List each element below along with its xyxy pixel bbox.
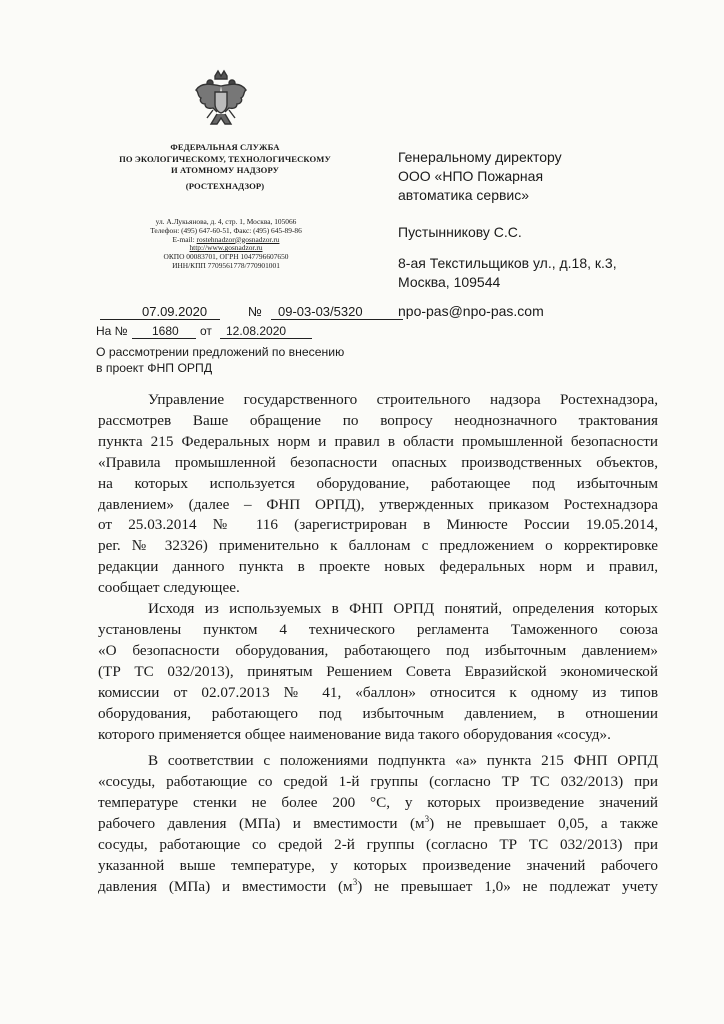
- body-line: указанной выше температуре, у которых произведение значений рабочего: [98, 856, 658, 874]
- reference-date: 12.08.2020: [226, 324, 287, 338]
- agency-email-link[interactable]: rostehnadzor@gosnadzor.ru: [196, 234, 280, 244]
- body-line: сосуды, работающие со средой 2-й группы (согласно ТР ТС 032/2013) при: [98, 836, 658, 854]
- agency-website-link[interactable]: http://www.gosnadzor.ru: [189, 243, 263, 253]
- coat-of-arms-icon: [193, 68, 249, 132]
- body-line: «сосуды, работающие со средой 1-й группы (согласно ТР ТС 032/2013) при: [98, 773, 658, 791]
- body-line: рассмотрев Ваше обращение по вопросу неоднозначного трактования: [98, 411, 658, 429]
- agency-line: И АТОМНОМУ НАДЗОРУ: [170, 165, 279, 175]
- body-line: оборудования, работающего под избыточным давлением, в отношении: [98, 704, 658, 722]
- body-line: давлением» (далее – ФНП ОРПД), утвержденных приказом Ростехнадзора: [98, 495, 658, 513]
- recipient-block: [398, 148, 698, 321]
- agency-title: [100, 142, 350, 192]
- number-sign: №: [248, 304, 262, 319]
- recipient-position: Генеральному директору: [398, 149, 562, 165]
- subject-line: О рассмотрении предложений по внесению: [96, 345, 345, 359]
- agency-inn-kpp: ИНН/КПП 7709561778/770901001: [172, 260, 280, 270]
- body-line: [98, 877, 658, 898]
- body-line: редакции данного пункта в проекте новых федеральных норм и правил,: [98, 558, 658, 576]
- email-label: E-mail:: [172, 234, 195, 244]
- body-line: Исходя из используемых в ФНП ОРПД понятий, определения которых: [148, 600, 658, 618]
- registration-number: 09-03-03/5320: [278, 304, 363, 319]
- body-line: Управление государственного строительного надзора Ростехнадзора,: [148, 391, 658, 408]
- recipient-company: ООО «НПО Пожарная: [398, 168, 544, 184]
- agency-phone-fax: Телефон: (495) 647-60-51, Факс: (495) 645-89-86: [150, 225, 302, 235]
- recipient-address: 8-ая Текстильщиков ул., д.18, к.3,: [398, 255, 617, 271]
- registration-row: [96, 303, 406, 321]
- body-line: температуре стенки не более 200 °С, у которых произведение значений: [98, 794, 658, 812]
- recipient-name: Пустынникову С.С.: [398, 224, 522, 240]
- body-line: [98, 814, 658, 835]
- recipient-company-cont: автоматика сервис»: [398, 187, 530, 203]
- body-line: установлены пунктом 4 технического регламента Таможенного союза: [98, 620, 658, 638]
- agency-line: (РОСТЕХНАДЗОР): [185, 180, 265, 191]
- superscript: 3: [352, 876, 358, 887]
- agency-contacts: [108, 218, 344, 271]
- body-line: от 25.03.2014 № 116 (зарегистрирован в Минюсте России 19.05.2014,: [98, 516, 658, 534]
- body-fragment: рабочего давления (МПа) и вместимости (м: [98, 815, 425, 833]
- body-line: которого применяется общее наименование вида такого оборудования «сосуд».: [98, 725, 611, 743]
- reference-row: [96, 323, 356, 340]
- body-line: В соответствии с положениями подпункта «а» пункта 215 ФНП ОРПД: [148, 752, 658, 770]
- body-line: на которых используется оборудование, работающее под избыточным: [98, 474, 658, 492]
- agency-line: ФЕДЕРАЛЬНАЯ СЛУЖБА: [170, 142, 280, 152]
- body-line: рег. № 32326) применительно к баллонам с предложением о корректировке: [98, 537, 658, 555]
- body-fragment: давления (МПа) и вместимости (м: [98, 877, 353, 895]
- body-line: комиссии от 02.07.2013 № 41, «баллон» относится к одному из типов: [98, 683, 658, 701]
- letter-body: [98, 390, 658, 898]
- body-line: «О безопасности оборудования, работающего под избыточным давлением»: [98, 641, 658, 659]
- agency-line: ПО ЭКОЛОГИЧЕСКОМУ, ТЕХНОЛОГИЧЕСКОМУ: [119, 153, 331, 164]
- body-fragment: ) не превышает 1,0» не подлежат учету: [357, 877, 658, 895]
- recipient-email[interactable]: npo-pas@npo-pas.com: [398, 303, 544, 319]
- body-line: «Правила промышленной безопасности опасных производственных объектов,: [98, 453, 658, 471]
- agency-okpo-ogrn: ОКПО 00083701, ОГРН 1047796607650: [163, 252, 289, 262]
- body-line: (ТР ТС 032/2013), принятым Решением Совета Евразийской экономической: [98, 662, 658, 680]
- body-line: сообщает следующее.: [98, 579, 240, 597]
- recipient-city: Москва, 109544: [398, 274, 501, 290]
- agency-address: ул. А.Лукьянова, д. 4, стр. 1, Москва, 105066: [155, 217, 297, 226]
- superscript: 3: [424, 814, 430, 825]
- reference-label: На №: [96, 324, 128, 338]
- reference-number: 1680: [152, 324, 179, 338]
- body-line: пункта 215 Федеральных норм и правил в области промышленной безопасности: [98, 432, 658, 450]
- subject-line: в проект ФНП ОРПД: [96, 361, 213, 375]
- letter-subject: [96, 344, 396, 376]
- body-fragment: ) не превышает 0,05, а также: [429, 815, 658, 833]
- reference-from: от: [200, 324, 212, 338]
- registration-date: 07.09.2020: [142, 304, 208, 319]
